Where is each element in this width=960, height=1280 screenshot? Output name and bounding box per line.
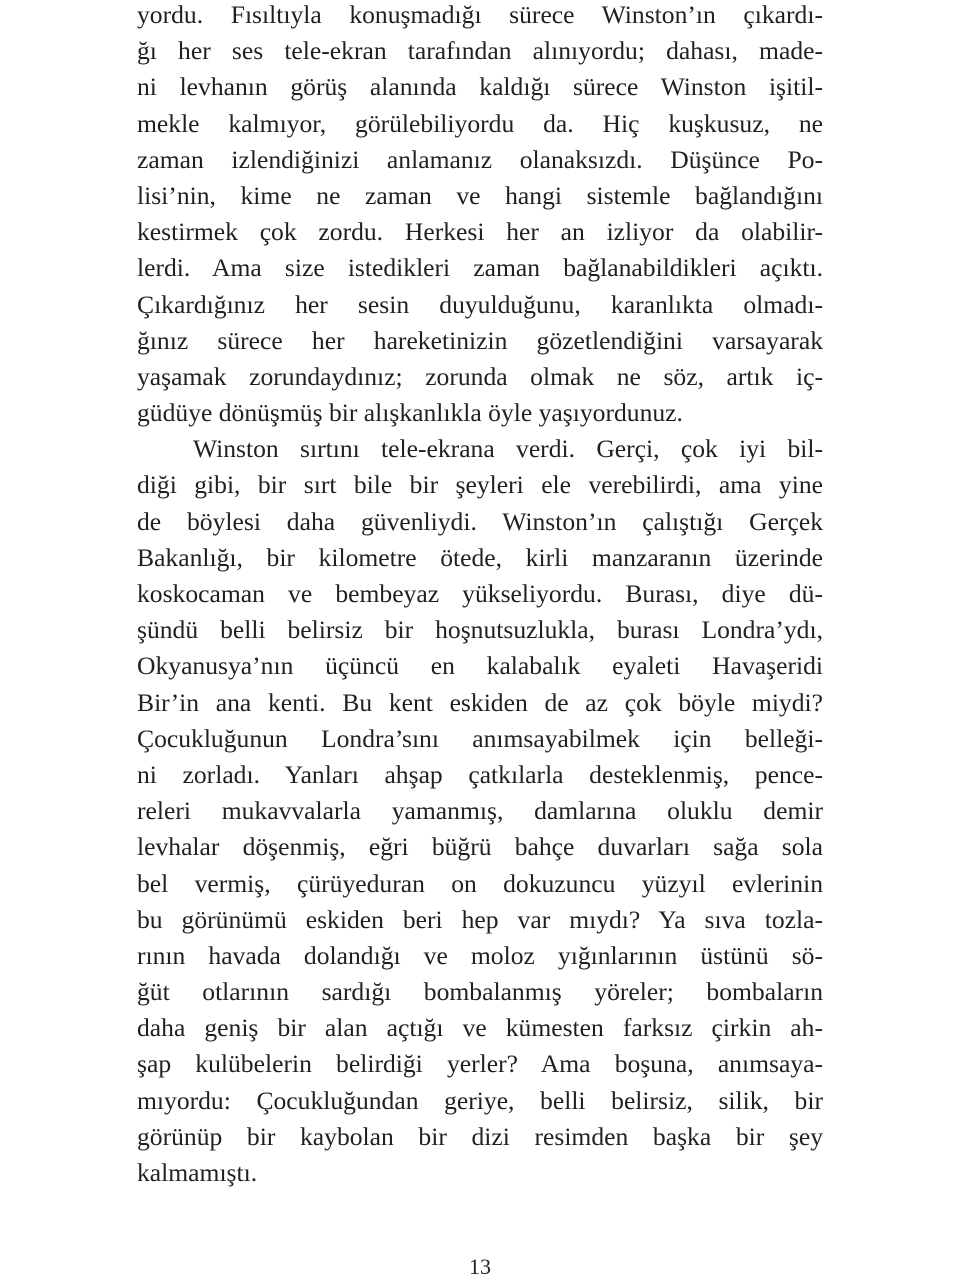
- text-line: lisi’nin, kime ne zaman ve hangi sistemle bağlandığını: [137, 180, 823, 210]
- page-number: 13: [469, 1254, 491, 1279]
- text-line: ni levhanın görüş alanında kaldığı sürece Winston işitil-: [137, 72, 823, 102]
- text-line: Çıkardığınız her sesin duyulduğunu, karanlıkta olmadı-: [137, 289, 823, 319]
- text-line: ğı her ses tele-ekran tarafından alınıyordu; dahası, made-: [137, 36, 823, 66]
- text-line: yordu. Fısıltıyla konuşmadığı sürece Winston’ın çıkardı-: [137, 0, 823, 29]
- text-line: bel vermiş, çürüyeduran on dokuzuncu yüzyıl evlerinin: [137, 868, 823, 898]
- paragraph-first-line: Winston sırtını tele-ekrana verdi. Gerçi, çok iyi bil-: [193, 434, 823, 464]
- text-line: Bir’in ana kenti. Bu kent eskiden de az çok böyle miydi?: [137, 687, 823, 717]
- text-line: ni zorladı. Yanları ahşap çatkılarla desteklenmiş, pence-: [137, 759, 823, 789]
- text-line: releri mukavvalarla yamanmış, damlarına oluklu demir: [137, 796, 823, 826]
- text-line: daha geniş bir alan açtığı ve kümesten farksız çirkin ah-: [137, 1013, 823, 1043]
- text-line: ğınız sürece her hareketinizin gözetlendiğini varsayarak: [137, 325, 823, 355]
- text-line: lerdi. Ama size istedikleri zaman bağlanabildikleri açıktı.: [137, 253, 823, 283]
- text-line: Çocukluğunun Londra’sını anımsayabilmek için belleği-: [137, 723, 823, 753]
- text-line: mıyordu: Çocukluğundan geriye, belli belirsiz, silik, bir: [137, 1085, 823, 1115]
- text-line: Bakanlığı, bir kilometre ötede, kirli manzaranın üzerinde: [137, 542, 823, 572]
- text-line: şap kulübelerin belirdiği yerler? Ama boşuna, anımsaya-: [137, 1049, 823, 1079]
- text-line: de böylesi daha güvenliydi. Winston’ın çalıştığı Gerçek: [137, 506, 823, 536]
- text-line: yaşamak zorundaydınız; zorunda olmak ne söz, artık iç-: [137, 361, 823, 391]
- text-line: güdüye dönüşmüş bir alışkanlıkla öyle yaşıyordunuz.: [137, 398, 683, 428]
- text-line: koskocaman ve bembeyaz yükseliyordu. Burası, diye dü-: [137, 579, 823, 608]
- text-line: mekle kalmıyor, görülebiliyordu da. Hiç kuşkusuz, ne: [137, 108, 823, 138]
- text-line: zaman izlendiğinizi anlamanız olanaksızdı. Düşünce Po-: [137, 144, 823, 174]
- text-line: kestirmek çok zordu. Herkesi her an izliyor da olabilir-: [137, 217, 823, 247]
- text-line: Okyanusya’nın üçüncü en kalabalık eyaleti Havaşeridi: [137, 651, 823, 681]
- text-line: bu görünümü eskiden beri hep var mıydı? Ya sıva tozla-: [137, 904, 823, 934]
- text-line: ğüt otlarının sardığı bombalanmış yöreler; bombaların: [137, 977, 823, 1007]
- text-line: şündü belli belirsiz bir hoşnutsuzlukla, burası Londra’ydı,: [137, 615, 823, 645]
- text-line: rının havada dolandığı ve moloz yığınlarının üstünü sö-: [137, 940, 823, 970]
- body-text: [137, 0, 823, 1191]
- text-line: kalmamıştı.: [137, 1158, 258, 1187]
- text-line: diği gibi, bir sırt bile bir şeyleri ele verebilirdi, ama yine: [137, 470, 823, 500]
- text-line: levhalar döşenmiş, eğri büğrü bahçe duvarları sağa sola: [137, 832, 823, 862]
- text-line: görünüp bir kaybolan bir dizi resimden başka bir şey: [137, 1121, 823, 1151]
